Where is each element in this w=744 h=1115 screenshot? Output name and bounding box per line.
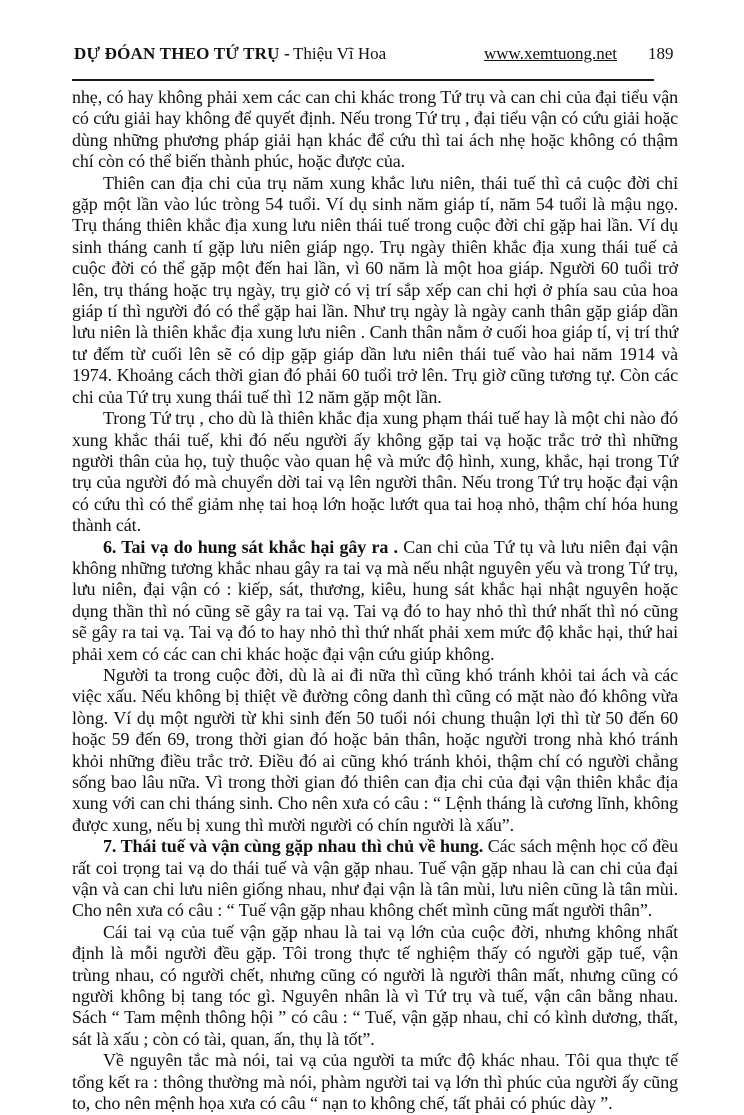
paragraph	[72, 1050, 678, 1114]
paragraph-text: Can chi của Tứ tụ và lưu niên đại vận không những tương khắc nhau gây ra tai vạ mà nếu nhật nguyên yếu và trong Tứ trụ, lưu niên, đại vận có : kiếp, sát, thương, kiêu, hung sát khắc hại nhật nguyên hoặc dụng thần thì nó cũng sẽ gây ra tai vạ. Tai vạ đó to hay nhỏ thì thứ nhất thì nó cũng sẽ gây ra tai vạ. Tai vạ đó to hay nhỏ thì thứ nhất phải xem mức độ khắc hại, thứ hai phải xem có các can chi khác hoặc đại vận cứu giúp không.	[72, 536, 678, 664]
paragraph	[72, 922, 678, 1050]
page-body	[72, 87, 678, 1115]
page-number: 189	[648, 44, 674, 63]
paragraph	[72, 836, 678, 922]
paragraph	[72, 87, 678, 173]
paragraph	[72, 408, 678, 536]
book-title: DỰ ĐÓAN THEO TỨ TRỤ -	[74, 44, 290, 63]
paragraph	[72, 537, 678, 665]
section-heading: 7. Thái tuế và vận cùng gặp nhau thì chủ về hung.	[103, 836, 488, 857]
paragraph	[72, 173, 678, 408]
paragraph	[72, 665, 678, 836]
paragraph-text: nhẹ, có hay không phải xem các can chi khác trong Tứ trụ và can chi của đại tiểu vận có cứu giải hay không để quyết định. Nếu trong Tứ trụ , đại tiểu vận có cứu giải hoặc dùng những phương pháp giải hạn khác để cứu thì tai ách nhẹ hoặc không có thậm chí còn có thể biến thành phúc, hoặc được của.	[72, 87, 678, 172]
paragraph-text: Trong Tứ trụ , cho dù là thiên khắc địa xung phạm thái tuế hay là một chi nào đó xung khắc thái tuế, khi đó nếu người ấy không gặp tai vạ hoặc trắc trở thì những người thân của họ, tuỳ thuộc vào quan hệ và mức độ hình, xung, khắc, hại trong Tứ trụ của người đó mà chuyển dời tai vạ lên người thân. Nếu trong Tứ trụ hoặc đại vận có cứu thì có thể giảm nhẹ tai hoạ lớn hoặc lướt qua tai hoạ nhỏ, thậm chí hóa hung thành cát.	[72, 408, 678, 536]
header-divider	[72, 79, 654, 81]
author-name: Thiệu Vĩ Hoa	[293, 44, 387, 63]
paragraph-text: Người ta trong cuộc đời, dù là ai đi nữa thì cũng khó tránh khỏi tai ách và các việc xấu. Nếu không bị thiệt về đường công danh thì cũng có mặt nào đó không vừa lòng. Ví dụ một người từ khi sinh đến 50 tuổi nói chung thuận lợi thì từ 50 đến 60 hoặc 59 đến 69, trong thời gian đó hoặc bản thân, hoặc người trong nhà khó tránh khỏi những điều trắc trở. Điều đó ai cũng khó tránh khỏi, thậm chí có người chẳng sống bao lâu nữa. Vì trong thời gian đó thiên can địa chi của đại vận thiên khắc địa xung với can chi tháng sinh. Cho nên xưa có câu : “ Lệnh tháng là cương lĩnh, không được xung, nếu bị xung thì mười người có chín người là xấu”.	[72, 664, 678, 835]
website-link[interactable]: www.xemtuong.net	[484, 44, 617, 63]
paragraph-text: Về nguyên tắc mà nói, tai vạ của người ta mức độ khác nhau. Tôi qua thực tế tổng kết ra : thông thường mà nói, phàm người tai vạ lớn thì phúc của người ấy cũng to, cho nên mệnh họa xưa có câu “ nạn to không chế, tất phải có phúc dày ”.	[72, 1050, 678, 1114]
section-heading: 6. Tai vạ do hung sát khắc hại gây ra .	[103, 536, 404, 557]
page-header	[0, 44, 744, 68]
paragraph-text: Các sách mệnh học cổ đều rất coi trọng tai vạ do thái tuế và vận gặp nhau. Tuế vận gặp nhau là can chi của đại vận và can chi lưu niên giống nhau, như đại vận là tân mùi, lưu niên cũng là tân mùi. Cho nên xưa có câu : “ Tuế vận gặp nhau không chết mình cũng mất người thân”.	[72, 836, 678, 921]
paragraph-text: Cái tai vạ của tuế vận gặp nhau là tai vạ lớn của cuộc đời, nhưng không nhất định là mỗi người đều gặp. Tôi trong thực tế nghiệm thấy có người gặp tuế, vận trùng nhau, có người chết, nhưng cũng có người là người thân mất, nhưng cũng có người không bị tang tóc gì. Nguyên nhân là vì Tứ trụ và tuế, vận cân bằng nhau. Sách “ Tam mệnh thông hội ” có câu : “ Tuế, vận gặp nhau, chỉ có kình dương, thất, sát là xấu ; còn có tài, quan, ấn, thụ là tốt”.	[72, 921, 678, 1049]
paragraph-text: Thiên can địa chi của trụ năm xung khắc lưu niên, thái tuế thì cả cuộc đời chỉ gặp một lần vào lúc tròng 54 tuổi. Ví dụ sinh năm giáp tí, năm 54 tuổi là mậu ngọ. Trụ tháng thiên khắc địa xung lưu niên thái tuế trong cuộc đời chỉ gặp hai lần. Ví dụ sinh tháng canh tí gặp lưu niên giáp ngọ. Trụ ngày thiên khắc địa xung thái tuế cả cuộc đời có thể gặp một đến hai lần, vì 60 năm là một hoa giáp. Người 60 tuổi trở lên, trụ tháng hoặc trụ ngày, trụ giờ có vị trí sắp xếp can chi hợi ở phía sau của hoa giáp tí thì người đó có thể gặp hai lần. Như trụ ngày là ngày canh thân gặp giáp dần lưu niên là thiên khắc địa xung lưu niên . Canh thân nằm ở cuối hoa giáp tí, vị trí thứ tư đếm từ cuối lên sẽ có dịp gặp giáp dần lưu niên thái tuế vào hai năm 1914 và 1974. Khoảng cách thời gian đó phải 60 tuổi trở lên. Trụ giờ cũng tương tự. Còn các chi của Tứ trụ xung thái tuế thì 12 năm gặp một lần.	[72, 172, 678, 407]
